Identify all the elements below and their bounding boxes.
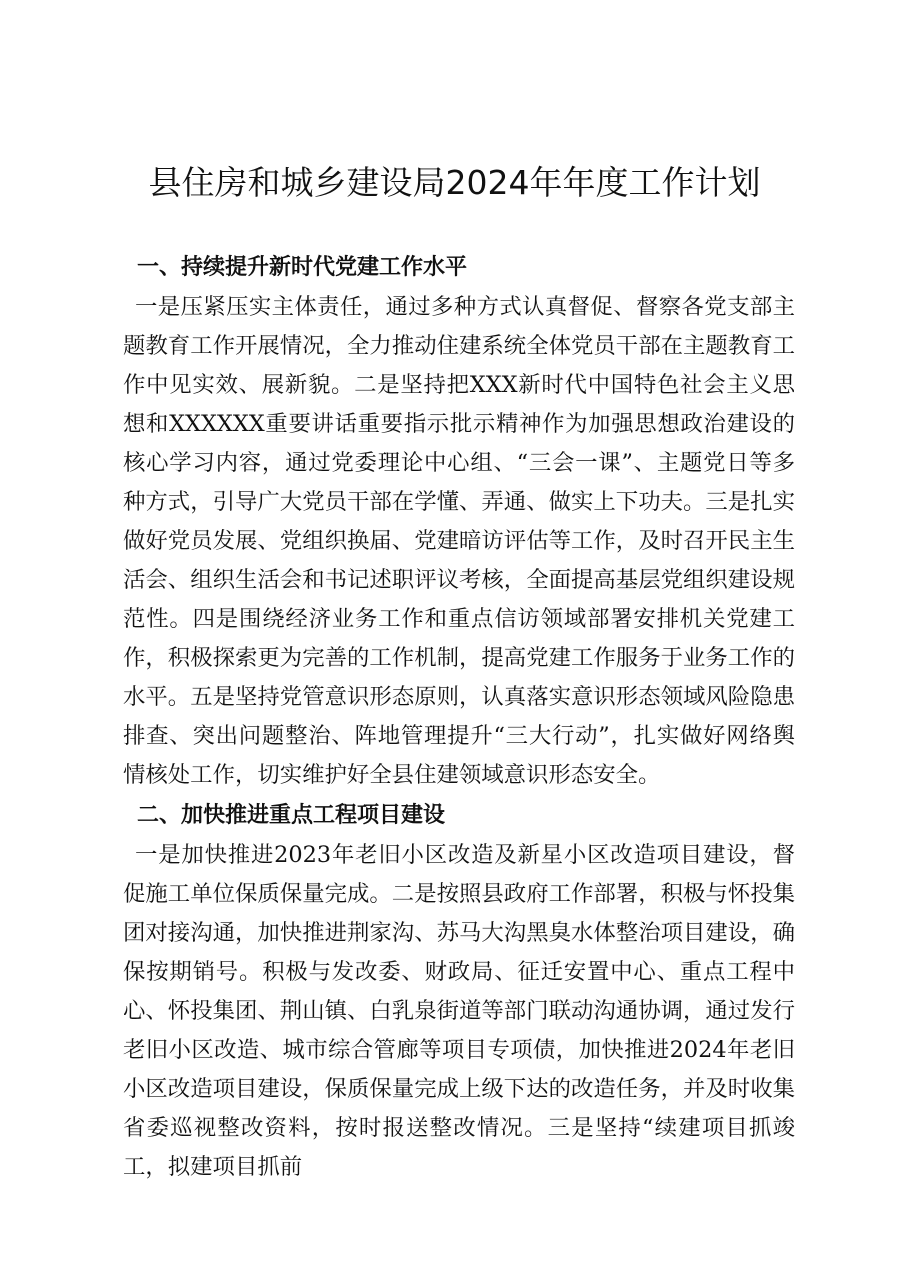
section-heading-1: 一、持续提升新时代党建工作水平: [137, 255, 468, 280]
section-paragraph-1: 一是压紧压实主体责任，通过多种方式认真督促、督察各党支部主题教育工作开展情况，全力推动住建系统全体党员干部在主题教育工作中见实效、展新貌。二是坚持把XXX新时代中国特色社会主义思想和XXXXXX重要讲话重要指示批示精神作为加强思想政治建设的核心学习内容，通过党委理论中心组、“三会一课”、主题党日等多种方式，引导广大党员干部在学懂、弄通、做实上下功夫。三是扎实做好党员发展、党组织换届、党建暗访评估等工作，及时召开民主生活会、组织生活会和书记述职评议考核，全面提高基层党组织建设规范性。四是围绕经济业务工作和重点信访领域部署安排机关党建工作，积极探索更为完善的工作机制，提高党建工作服务于业务工作的水平。五是坚持党管意识形态原则，认真落实意识形态领域风险隐患排查、突出问题整治、阵地管理提升“三大行动”，扎实做好网络舆情核处工作，切实维护好全县住建领域意识形态安全。: [123, 294, 795, 788]
section-heading-2: 二、加快推进重点工程项目建设: [137, 803, 446, 828]
document-title: 县住房和城乡建设局2024年年度工作计划: [148, 163, 761, 202]
section-paragraph-2: 一是加快推进2023年老旧小区改造及新星小区改造项目建设，督促施工单位保质保量完成。二是按照县政府工作部署，积极与怀投集团对接沟通，加快推进荆家沟、苏马大沟黑臭水体整治项目建设，确保按期销号。积极与发改委、财政局、征迁安置中心、重点工程中心、怀投集团、荆山镇、白乳泉街道等部门联动沟通协调，通过发行老旧小区改造、城市综合管廊等项目专项债，加快推进2024年老旧小区改造项目建设，保质保量完成上级下达的改造任务，并及时收集省委巡视整改资料，按时报送整改情况。三是坚持“续建项目抓竣工，拟建项目抓前: [123, 842, 795, 1180]
document-body: [123, 248, 795, 1180]
